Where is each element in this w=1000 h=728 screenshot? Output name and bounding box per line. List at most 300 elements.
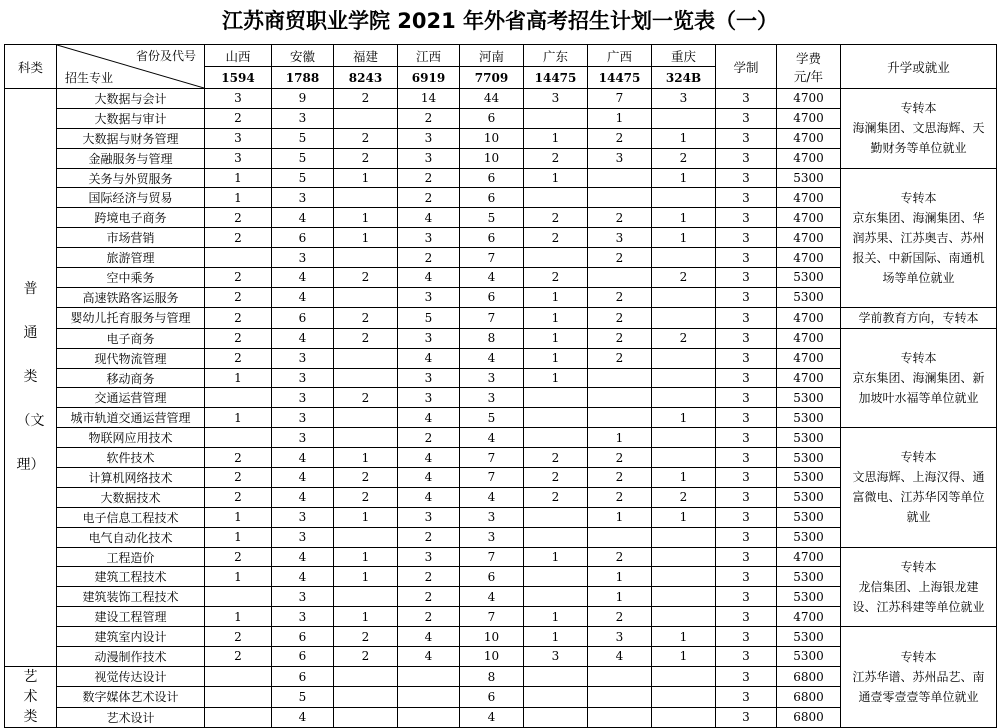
quota-1788: 5 [272, 148, 334, 168]
table-row [5, 627, 997, 647]
major-name: 金融服务与管理 [57, 148, 205, 168]
quota-14475: 1 [524, 547, 588, 567]
outcome-line: 海澜集团、文思海辉、天 [852, 121, 985, 136]
duration-value: 3 [716, 208, 777, 228]
quota-324B: 1 [652, 168, 716, 188]
quota-7709: 7 [460, 307, 524, 328]
duration-value: 3 [716, 328, 777, 348]
outcome-line: 专转本 [900, 351, 937, 366]
outcome-line: 专转本 [900, 450, 937, 465]
quota-14475: 2 [588, 248, 652, 268]
duration-value: 3 [716, 188, 777, 208]
quota-7709: 44 [460, 89, 524, 109]
outcome-line: 文思海辉、上海汉得、通 [852, 470, 985, 485]
quota-1594: 1 [205, 507, 272, 527]
quota-14475 [524, 408, 588, 428]
major-name: 计算机网络技术 [57, 468, 205, 488]
quota-14475 [524, 687, 588, 707]
outcome-line: 场等单位就业 [882, 270, 955, 285]
quota-8243: 1 [334, 228, 398, 248]
major-name: 电子商务 [57, 328, 205, 348]
fee-value: 5300 [777, 408, 841, 428]
quota-14475 [588, 168, 652, 188]
quota-1788: 4 [272, 268, 334, 288]
duration-value: 3 [716, 148, 777, 168]
quota-7709: 10 [460, 627, 524, 647]
outcome-line: 富微电、江苏华冈等单位 [852, 490, 985, 505]
major-name: 视觉传达设计 [57, 666, 205, 686]
major-name: 大数据与审计 [57, 108, 205, 128]
quota-14475 [588, 666, 652, 686]
quota-14475: 1 [588, 108, 652, 128]
quota-1788: 4 [272, 208, 334, 228]
quota-8243: 2 [334, 128, 398, 148]
header-outcome: 升学或就业 [841, 45, 997, 89]
quota-7709: 7 [460, 607, 524, 627]
quota-1788: 3 [272, 348, 334, 368]
outcome-line: 加坡叶水福等单位就业 [858, 391, 979, 406]
quota-14475 [524, 388, 588, 408]
major-name: 大数据与会计 [57, 89, 205, 109]
quota-6919 [398, 666, 460, 686]
quota-1594: 1 [205, 368, 272, 388]
quota-14475 [588, 527, 652, 547]
quota-8243: 2 [334, 307, 398, 328]
quota-1594 [205, 687, 272, 707]
quota-1788: 3 [272, 368, 334, 388]
outcome-line: 龙信集团、上海银龙建 [858, 579, 979, 594]
quota-6919 [398, 687, 460, 707]
quota-14475: 2 [588, 348, 652, 368]
quota-8243 [334, 368, 398, 388]
fee-value: 6800 [777, 687, 841, 707]
quota-7709: 10 [460, 148, 524, 168]
header-diagonal-cell [57, 45, 205, 89]
major-name: 建筑装饰工程技术 [57, 587, 205, 607]
quota-7709: 6 [460, 567, 524, 587]
duration-value: 3 [716, 108, 777, 128]
quota-8243 [334, 108, 398, 128]
duration-value: 3 [716, 707, 777, 727]
duration-value: 3 [716, 89, 777, 109]
quota-8243: 2 [334, 388, 398, 408]
quota-8243 [334, 527, 398, 547]
province-code: 14475 [588, 67, 652, 89]
quota-324B: 1 [652, 647, 716, 667]
quota-14475 [524, 567, 588, 587]
quota-7709: 3 [460, 368, 524, 388]
province-name: 福建 [334, 45, 398, 67]
quota-6919: 3 [398, 228, 460, 248]
quota-1594: 2 [205, 307, 272, 328]
quota-7709: 6 [460, 108, 524, 128]
quota-1594: 1 [205, 168, 272, 188]
quota-1788: 6 [272, 627, 334, 647]
outcome-line: 报关、中新国际、南通机 [852, 250, 985, 265]
quota-7709: 7 [460, 448, 524, 468]
province-name: 广西 [588, 45, 652, 67]
quota-14475: 1 [524, 128, 588, 148]
duration-value: 3 [716, 607, 777, 627]
quota-14475: 2 [588, 328, 652, 348]
province-code: 324B [652, 67, 716, 89]
duration-value: 3 [716, 547, 777, 567]
duration-value: 3 [716, 228, 777, 248]
quota-7709: 8 [460, 666, 524, 686]
category-char: 艺 [23, 668, 38, 685]
quota-6919: 3 [398, 148, 460, 168]
quota-1788: 3 [272, 248, 334, 268]
quota-7709: 5 [460, 408, 524, 428]
major-name: 软件技术 [57, 448, 205, 468]
quota-1788: 6 [272, 647, 334, 667]
quota-324B: 1 [652, 228, 716, 248]
province-name: 广东 [524, 45, 588, 67]
duration-value: 3 [716, 627, 777, 647]
quota-324B: 1 [652, 208, 716, 228]
category-char: 理） [16, 457, 45, 474]
table-row [5, 168, 997, 188]
fee-value: 5300 [777, 448, 841, 468]
quota-8243 [334, 248, 398, 268]
duration-value: 3 [716, 448, 777, 468]
quota-6919: 3 [398, 328, 460, 348]
province-name: 山西 [205, 45, 272, 67]
province-name: 安徽 [272, 45, 334, 67]
quota-1594 [205, 388, 272, 408]
category-char: 通 [23, 325, 38, 342]
fee-value: 4700 [777, 307, 841, 328]
quota-14475 [524, 587, 588, 607]
quota-8243: 1 [334, 567, 398, 587]
fee-value: 5300 [777, 527, 841, 547]
quota-14475: 2 [588, 128, 652, 148]
fee-value: 4700 [777, 607, 841, 627]
duration-value: 3 [716, 307, 777, 328]
quota-8243 [334, 587, 398, 607]
quota-14475: 1 [524, 168, 588, 188]
quota-7709: 4 [460, 707, 524, 727]
quota-6919: 4 [398, 348, 460, 368]
province-name: 江西 [398, 45, 460, 67]
quota-1594 [205, 428, 272, 448]
quota-14475: 2 [588, 287, 652, 307]
fee-value: 4700 [777, 368, 841, 388]
quota-324B: 1 [652, 507, 716, 527]
quota-8243: 2 [334, 468, 398, 488]
quota-14475: 1 [588, 428, 652, 448]
quota-6919: 4 [398, 627, 460, 647]
major-name: 建筑室内设计 [57, 627, 205, 647]
quota-8243 [334, 348, 398, 368]
quota-1788: 4 [272, 287, 334, 307]
quota-14475: 4 [588, 647, 652, 667]
major-name: 关务与外贸服务 [57, 168, 205, 188]
quota-6919: 4 [398, 647, 460, 667]
quota-14475: 2 [588, 607, 652, 627]
quota-7709: 6 [460, 687, 524, 707]
quota-324B: 2 [652, 268, 716, 288]
duration-value: 3 [716, 527, 777, 547]
quota-1594: 1 [205, 408, 272, 428]
outcome-cell [841, 328, 997, 427]
duration-value: 3 [716, 408, 777, 428]
major-name: 大数据技术 [57, 487, 205, 507]
quota-8243: 1 [334, 208, 398, 228]
major-name: 高速铁路客运服务 [57, 287, 205, 307]
quota-7709: 6 [460, 168, 524, 188]
quota-14475: 2 [588, 547, 652, 567]
duration-value: 3 [716, 368, 777, 388]
quota-324B [652, 448, 716, 468]
fee-value: 5300 [777, 507, 841, 527]
quota-1594: 1 [205, 188, 272, 208]
fee-value: 6800 [777, 666, 841, 686]
major-name: 婴幼儿托育服务与管理 [57, 307, 205, 328]
quota-8243 [334, 428, 398, 448]
quota-324B [652, 428, 716, 448]
major-name: 现代物流管理 [57, 348, 205, 368]
quota-1594: 2 [205, 268, 272, 288]
table-row [5, 89, 997, 109]
province-code: 8243 [334, 67, 398, 89]
quota-1788: 5 [272, 128, 334, 148]
quota-324B [652, 108, 716, 128]
table-row [5, 428, 997, 448]
outcome-line: 江苏华谱、苏州品艺、南 [852, 670, 985, 685]
quota-14475: 3 [524, 647, 588, 667]
quota-8243 [334, 408, 398, 428]
fee-value: 4700 [777, 328, 841, 348]
quota-8243: 1 [334, 547, 398, 567]
quota-8243: 2 [334, 268, 398, 288]
quota-1594: 1 [205, 527, 272, 547]
province-name: 重庆 [652, 45, 716, 67]
quota-1788: 3 [272, 188, 334, 208]
quota-324B: 2 [652, 148, 716, 168]
fee-value: 4700 [777, 547, 841, 567]
quota-6919: 5 [398, 307, 460, 328]
quota-7709: 3 [460, 388, 524, 408]
quota-6919: 3 [398, 128, 460, 148]
duration-value: 3 [716, 666, 777, 686]
quota-8243 [334, 707, 398, 727]
major-name: 市场营销 [57, 228, 205, 248]
header-fee [777, 45, 841, 89]
fee-value: 5300 [777, 567, 841, 587]
duration-value: 3 [716, 287, 777, 307]
category-char: 术 [23, 688, 38, 705]
quota-1788: 6 [272, 228, 334, 248]
quota-324B [652, 307, 716, 328]
fee-value: 4700 [777, 208, 841, 228]
quota-324B [652, 348, 716, 368]
quota-324B [652, 188, 716, 208]
quota-14475: 2 [524, 468, 588, 488]
duration-value: 3 [716, 507, 777, 527]
fee-value: 5300 [777, 627, 841, 647]
enrollment-table [4, 44, 997, 728]
quota-14475: 1 [588, 507, 652, 527]
major-name: 旅游管理 [57, 248, 205, 268]
quota-324B [652, 687, 716, 707]
major-name: 移动商务 [57, 368, 205, 388]
major-name: 数字媒体艺术设计 [57, 687, 205, 707]
outcome-line: 就业 [906, 510, 931, 525]
major-name: 电气自动化技术 [57, 527, 205, 547]
quota-8243: 2 [334, 148, 398, 168]
quota-14475: 1 [524, 328, 588, 348]
duration-value: 3 [716, 168, 777, 188]
quota-324B [652, 587, 716, 607]
quota-8243 [334, 687, 398, 707]
major-name: 建筑工程技术 [57, 567, 205, 587]
quota-1788: 3 [272, 507, 334, 527]
table-row [5, 547, 997, 567]
quota-324B [652, 287, 716, 307]
province-code: 6919 [398, 67, 460, 89]
quota-1788: 6 [272, 666, 334, 686]
quota-8243: 2 [334, 89, 398, 109]
duration-value: 3 [716, 487, 777, 507]
outcome-line: 勤财务等单位就业 [870, 141, 967, 156]
quota-14475: 2 [588, 448, 652, 468]
quota-8243 [334, 666, 398, 686]
quota-7709: 3 [460, 507, 524, 527]
outcome-cell [841, 168, 997, 307]
quota-6919: 3 [398, 368, 460, 388]
major-name: 大数据与财务管理 [57, 128, 205, 148]
fee-value: 5300 [777, 647, 841, 667]
quota-14475: 2 [588, 468, 652, 488]
quota-8243 [334, 188, 398, 208]
quota-14475: 1 [524, 607, 588, 627]
quota-8243: 2 [334, 647, 398, 667]
quota-7709: 4 [460, 487, 524, 507]
quota-1788: 4 [272, 468, 334, 488]
fee-value: 5300 [777, 168, 841, 188]
fee-value: 5300 [777, 487, 841, 507]
quota-14475: 2 [524, 487, 588, 507]
quota-14475: 3 [524, 89, 588, 109]
quota-6919: 3 [398, 287, 460, 307]
major-name: 跨境电子商务 [57, 208, 205, 228]
quota-6919: 2 [398, 168, 460, 188]
quota-1594 [205, 248, 272, 268]
quota-324B [652, 527, 716, 547]
province-code: 14475 [524, 67, 588, 89]
quota-14475: 2 [524, 228, 588, 248]
quota-1788: 3 [272, 587, 334, 607]
duration-value: 3 [716, 687, 777, 707]
major-name: 电子信息工程技术 [57, 507, 205, 527]
quota-1594: 2 [205, 647, 272, 667]
outcome-cell [841, 627, 997, 728]
major-name: 建设工程管理 [57, 607, 205, 627]
quota-1594: 2 [205, 487, 272, 507]
quota-14475: 1 [524, 627, 588, 647]
fee-value: 4700 [777, 89, 841, 109]
quota-6919: 2 [398, 248, 460, 268]
outcome-line: 通壹零壹壹等单位就业 [858, 690, 979, 705]
quota-14475: 3 [588, 627, 652, 647]
quota-14475: 2 [524, 268, 588, 288]
quota-14475: 1 [524, 307, 588, 328]
quota-324B [652, 547, 716, 567]
quota-8243: 1 [334, 168, 398, 188]
quota-14475 [588, 268, 652, 288]
quota-7709: 10 [460, 128, 524, 148]
major-name: 工程造价 [57, 547, 205, 567]
quota-1594: 2 [205, 108, 272, 128]
quota-6919: 14 [398, 89, 460, 109]
header-province-code: 省份及代号 [135, 49, 196, 63]
quota-14475 [588, 408, 652, 428]
fee-value: 5300 [777, 268, 841, 288]
quota-6919: 2 [398, 567, 460, 587]
quota-6919: 4 [398, 448, 460, 468]
fee-value: 4700 [777, 248, 841, 268]
quota-1788: 3 [272, 108, 334, 128]
category-regular [5, 89, 57, 667]
duration-value: 3 [716, 428, 777, 448]
quota-8243: 1 [334, 448, 398, 468]
quota-8243: 2 [334, 627, 398, 647]
major-name: 物联网应用技术 [57, 428, 205, 448]
quota-1594: 3 [205, 148, 272, 168]
quota-14475: 2 [588, 208, 652, 228]
quota-1594: 2 [205, 348, 272, 368]
province-name: 河南 [460, 45, 524, 67]
quota-7709: 6 [460, 188, 524, 208]
quota-1788: 4 [272, 567, 334, 587]
page-title: 江苏商贸职业学院 2021 年外省高考招生计划一览表（一） [221, 9, 779, 33]
quota-6919: 4 [398, 487, 460, 507]
quota-8243: 1 [334, 607, 398, 627]
duration-value: 3 [716, 268, 777, 288]
duration-value: 3 [716, 468, 777, 488]
quota-1594: 3 [205, 89, 272, 109]
quota-14475 [524, 188, 588, 208]
fee-value: 4700 [777, 228, 841, 248]
outcome-line: 专转本 [900, 101, 937, 116]
fee-value: 6800 [777, 707, 841, 727]
quota-7709: 10 [460, 647, 524, 667]
fee-value: 5300 [777, 468, 841, 488]
quota-324B [652, 666, 716, 686]
quota-7709: 3 [460, 527, 524, 547]
duration-value: 3 [716, 128, 777, 148]
quota-1788: 3 [272, 607, 334, 627]
quota-14475: 2 [524, 148, 588, 168]
fee-value: 5300 [777, 587, 841, 607]
quota-7709: 7 [460, 248, 524, 268]
outcome-line: 专转本 [900, 650, 937, 665]
quota-1594: 2 [205, 287, 272, 307]
quota-1788: 4 [272, 328, 334, 348]
quota-14475 [524, 108, 588, 128]
fee-value: 5300 [777, 428, 841, 448]
quota-324B [652, 388, 716, 408]
quota-324B: 1 [652, 468, 716, 488]
outcome-line: 学前教育方向，专转本 [858, 310, 979, 325]
outcome-line: 京东集团、海澜集团、新 [852, 371, 985, 386]
quota-14475 [524, 707, 588, 727]
quota-6919: 3 [398, 547, 460, 567]
major-name: 城市轨道交通运营管理 [57, 408, 205, 428]
category-char: （文 [16, 413, 45, 430]
quota-1788: 4 [272, 448, 334, 468]
